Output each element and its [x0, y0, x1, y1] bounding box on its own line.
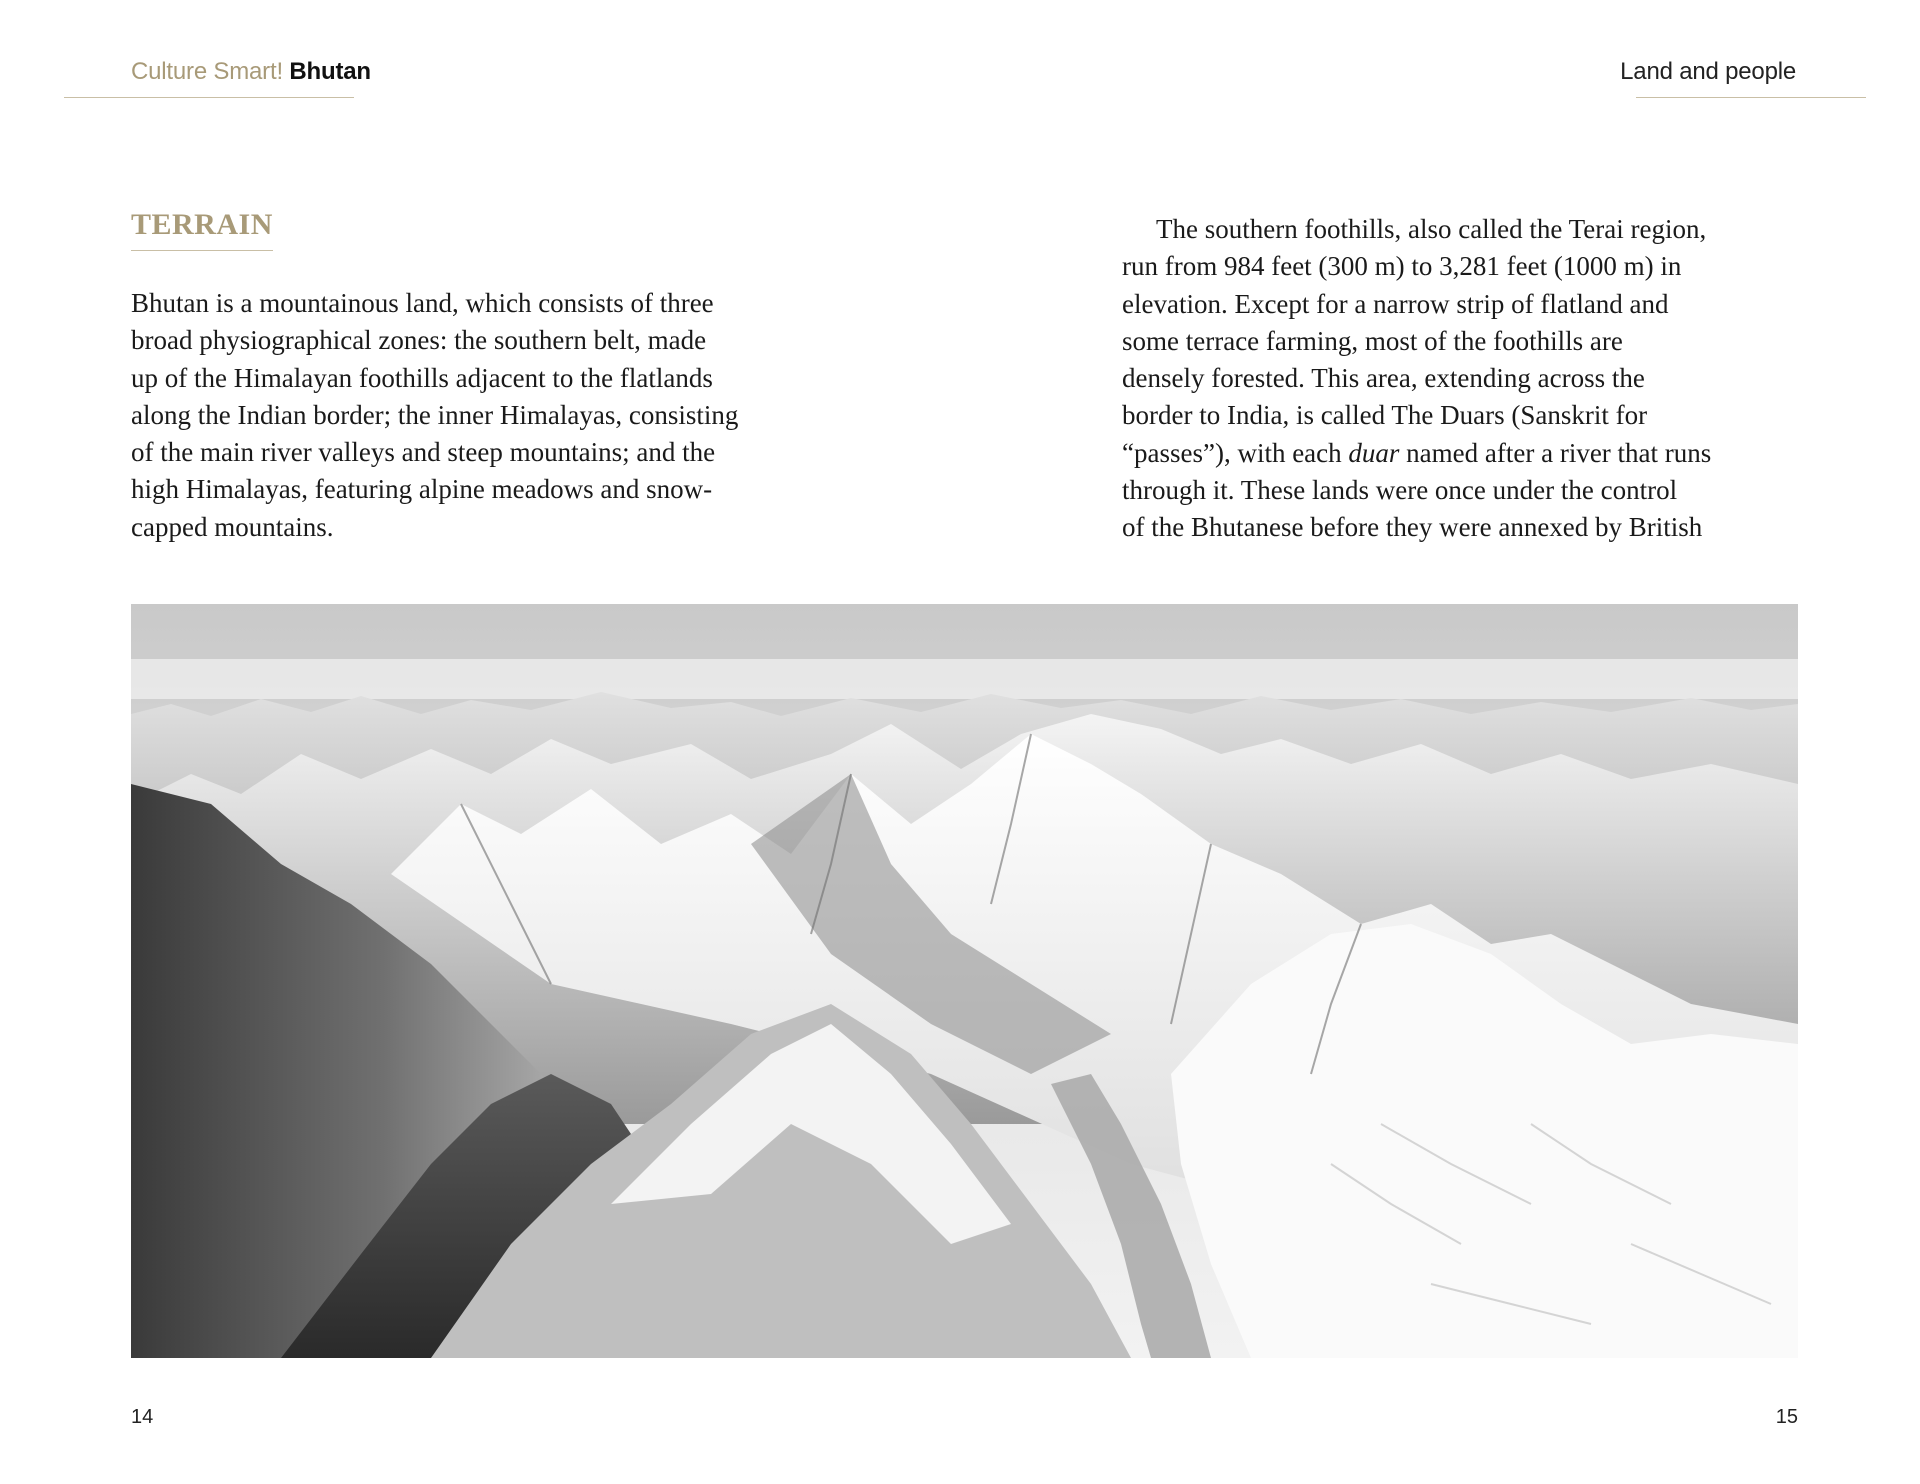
text-line: of the main river valleys and steep mountains; and the: [131, 437, 716, 468]
text-line: border to India, is called The Duars (Sanskrit for: [1122, 400, 1648, 431]
text-line: Bhutan is a mountainous land, which consists of three: [131, 288, 714, 318]
text-line: capped mountains.: [131, 511, 334, 542]
series-title: Culture Smart!: [131, 58, 283, 85]
right-text-column: [1122, 211, 1812, 547]
paragraph: [131, 285, 851, 546]
text-line: along the Indian border; the inner Himalayas, consisting: [131, 399, 739, 430]
text-line: of the Bhutanese before they were annexed by British: [1122, 512, 1703, 543]
page-number-left: 14: [131, 1406, 154, 1428]
header-rule-right: [1636, 97, 1866, 98]
text-segment: named after a river that runs: [1399, 437, 1712, 468]
left-text-column: [131, 285, 851, 546]
running-header-right: Land and people: [1620, 58, 1796, 85]
running-header-left: [131, 58, 371, 86]
text-line: broad physiographical zones: the southern belt, made: [131, 325, 707, 356]
paragraph: [1122, 211, 1812, 547]
text-line: high Himalayas, featuring alpine meadows and snow-: [131, 474, 713, 505]
text-line: some terrace farming, most of the foothills are: [1122, 325, 1623, 356]
text-line: densely forested. This area, extending across the: [1122, 363, 1645, 394]
mountain-photo: [131, 604, 1798, 1358]
text-line: up of the Himalayan foothills adjacent to the flatlands: [131, 362, 713, 393]
text-line: elevation. Except for a narrow strip of flatland and: [1122, 288, 1669, 319]
italic-term: duar: [1348, 437, 1400, 468]
text-line: [1122, 435, 1812, 472]
mountain-illustration: [131, 604, 1798, 1358]
section-heading: TERRAIN: [131, 208, 273, 251]
header-rule-left: [64, 97, 354, 98]
page-number-right: 15: [1775, 1406, 1798, 1428]
book-title: Bhutan: [289, 58, 371, 85]
text-line: through it. These lands were once under the control: [1122, 475, 1678, 506]
haze: [131, 659, 1798, 699]
text-line: run from 984 feet (300 m) to 3,281 feet (1000 m) in: [1122, 251, 1682, 282]
text-line: The southern foothills, also called the Terai region,: [1156, 214, 1707, 244]
text-segment: “passes”), with each: [1122, 437, 1349, 468]
